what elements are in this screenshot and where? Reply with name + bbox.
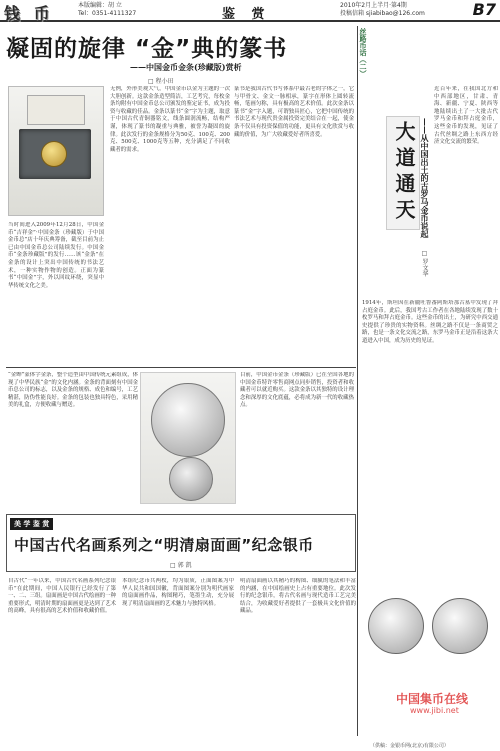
editor-name: 本版编辑：胡 立: [78, 2, 122, 9]
display-case-image: [19, 129, 91, 179]
main-article-column-2: 无例，外形美观大气，中国金币以金为主题的一次大胆创新。这款金条造型简洁，工艺考究，每枚金条均附有中国金币总公司颁发的鉴定证书，成为投资与收藏的佳品。金条以篆书“金”字为主题，取意于中国古代青铜器铭文，线条圆润流畅，结构严谨，体现了篆书的凝重与典雅，被誉为凝固的旋律。此次发行的金条规格分为50克、100克、200克、500克、1000克等五种，充分满足了不同收藏者的需求。: [110, 86, 230, 153]
right-subtitle: ——从中国出土的古罗马金币说起: [420, 118, 430, 238]
roman-coin-1: [368, 598, 424, 654]
submission-email: 投稿信箱 sjiabibao@126.com: [340, 10, 425, 17]
roman-coin-2: [432, 598, 488, 654]
second-headline: 中国古代名画系列之“明清扇面画”纪念银币: [14, 536, 314, 554]
masthead-logo: 钱 币: [4, 4, 54, 23]
page-number: B7: [472, 0, 496, 19]
gold-coin-image: [41, 141, 67, 167]
right-article-body: 1914年，斯坦因在新疆吐鲁番阿斯塔那古墓中发现了拜占庭金币。此后，我国考古工作者在各地陆续发现了数十枚罗马和拜占庭金币。这些金币的出土，为研究中西交通史提供了珍贵的实物资料。丝绸之路不仅是一条商贸之路，也是一条文化交流之路，东罗马金币正是沿着这条大道进入中国，成为历史的见证。: [362, 300, 498, 344]
roman-coins-photo: [362, 594, 498, 654]
second-article-column-3: 明清扇面画以其精巧的构图、细腻的笔法和丰富的内涵，在中国绘画史上占有重要地位。此次发行的纪念银币，将古代名画与现代造币工艺完美结合，为收藏爱好者提供了一套极具文化价值的藏品。: [240, 578, 356, 615]
editor-phone: Tel：0351-4111327: [78, 10, 137, 17]
issue-info: [340, 2, 425, 18]
site-watermark-url: www.jibi.net: [410, 706, 459, 715]
main-subhead: ——中国金币金条(珍藏版)赏析: [130, 62, 242, 72]
gold-bar-photo: [8, 86, 104, 216]
source-note: （供稿：金银币网(北京)有限公司）: [370, 743, 449, 749]
main-article-column-1: 当时间进入2009年12月28日，中国金币“吉祥金”·中国金条（珍藏版）于中国金币总”店十年庆典筹备，截至目前为止已由中国金币总公司陆续发行。中国金币“金条珍藏版”的发行……该“金条”在金条的设计上突出中国传统的书法艺术，一种实物作物的创造。正面为篆书“中国金”字，外以回纹环绕，突显中华传统文化之美。: [8, 222, 104, 289]
site-watermark: 中国集币在线: [396, 692, 469, 706]
certificate-image: [27, 95, 85, 125]
right-headline: 大道通天: [386, 116, 420, 230]
column-tag: 美 学 鉴 赏: [10, 518, 53, 530]
masthead: [0, 0, 500, 22]
main-headline: 凝固的旋律 “金”典的篆书: [6, 36, 288, 62]
second-article-column-1: 自古代“一年以来，中国古代名画系列纪念银币”在此期间，中国人民银行已经发行了第一、二、三组。扇面画是中国古代绘画的一种重要形式，明清时期的扇面画更是达到了艺术的高峰，具有很高的艺术价值和收藏价值。: [8, 578, 116, 615]
divider-line: [6, 367, 356, 368]
editor-info: [78, 2, 136, 18]
main-article-column-5: 目前，中国金币金条（珍藏版）已在全国各地的中国金币特许零售商网点同步销售，投资者和收藏者可以就近购买。这款金条以其独特的设计理念和深厚的文化底蕴，必将成为新一代的收藏热点。: [240, 372, 354, 409]
main-byline: □ 程小田: [148, 78, 174, 85]
silver-coin-reverse: [169, 457, 213, 501]
main-article-column-3: 篆书是我国古代书写体系中最古老的字体之一，它与甲骨文、金文一脉相承，篆字在形体上圆转流畅，笔画匀称，具有极高的艺术价值。此次金条以篆书“金”字入题，可谓独具匠心，它把中国传统的书法艺术与现代贵金属投资完美结合在一起，使金条不仅具有投资保值的功能，更具有文化欣赏与收藏的价值，为广大收藏爱好者所喜爱。: [234, 86, 354, 138]
main-article-column-4: “金蝉”篆体字金条，整个造型由中国传统元素组成，体现了中华民族“金”的文化内涵。金条的背面刻有中国金币总公司的标志，以及金条的规格、成色和编号，工艺精湛，防伪性能良好。金条的包装也独具特色，采用精美的礼盒，方便收藏与赠送。: [8, 372, 138, 409]
series-tag-text: 丝路币话（二）: [359, 28, 368, 77]
series-tag: [358, 28, 382, 168]
silver-coin-photo: [140, 372, 236, 504]
right-article-intro: 近百年来，在我国北方和中西部地区，甘肃、青海、新疆、宁夏、陕西等地陆续出土了一大批古代罗马金币和拜占庭金币，这些金币的发现，见证了古代丝绸之路上东西方经济文化交流的繁荣。: [434, 86, 498, 146]
right-byline: □ 罗文华: [421, 250, 428, 277]
issue-date: 2010年2月上半月·第4期: [340, 2, 407, 9]
silver-coin-obverse: [151, 383, 225, 457]
second-byline: □ 郭 凯: [170, 562, 192, 569]
section-title: 鉴 赏: [222, 7, 271, 22]
second-article-column-2: 本组纪念币共两枚，均为银质，正面图案为中华人民共和国国徽，背面图案分别为明代画家的扇面画作品，构图精巧，笔墨生动，充分展现了明清扇面画的艺术魅力与独特风格。: [122, 578, 234, 607]
